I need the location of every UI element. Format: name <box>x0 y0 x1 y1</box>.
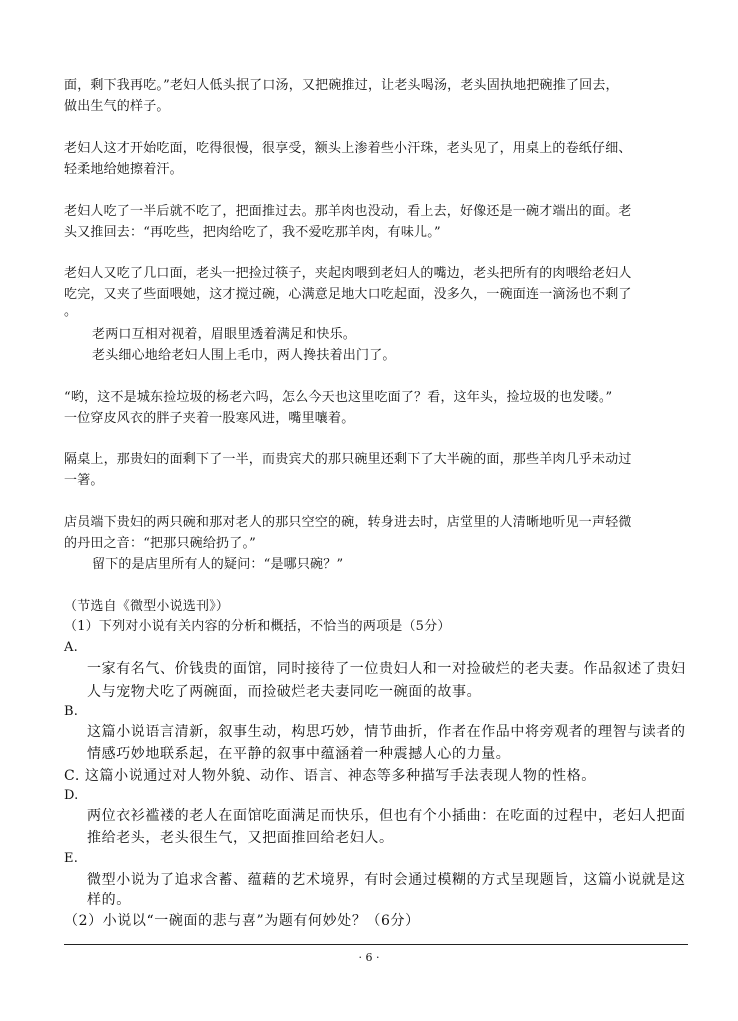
story-line: 轻柔地给她擦着汗。 <box>64 162 183 177</box>
page-number: · 6 · <box>358 951 380 964</box>
option-b-text: 这篇小说语言清新，叙事生动，构思巧妙，情节曲折，作者在作品中将旁观者的理智与读者的 <box>87 724 686 740</box>
option-b-label: B. <box>64 704 79 719</box>
option-e-label: E. <box>64 851 79 866</box>
story-line: 吃完，又夹了些面喂她，这才搅过碗，心满意足地大口吃起面，没多久，一碗面连一滴汤也不剩了 <box>64 287 632 302</box>
footer-divider <box>64 944 688 945</box>
story-line: 老妇人这才开始吃面，吃得很慢，很享受，额头上渗着些小汗珠，老头见了，用桌上的卷纸仔细、 <box>64 141 632 156</box>
story-line: 的丹田之音：“把那只碗给扔了。” <box>64 536 256 551</box>
story-line: 隔桌上，那贵妇的面剩下了一半，而贵宾犬的那只碗里还剩下了大半碗的面，那些羊肉几乎未动过 <box>64 452 632 467</box>
story-line: 做出生气的样子。 <box>64 99 170 114</box>
option-d-label: D. <box>64 788 79 803</box>
option-a-label: A. <box>64 640 78 655</box>
story-line: 老两口互相对视着，眉眼里透着满足和快乐。 <box>92 327 357 342</box>
story-line: 老妇人又吃了几口面，老头一把捡过筷子，夹起肉喂到老妇人的嘴边，老头把所有的肉喂给老妇人 <box>64 266 632 281</box>
source-note: （节选自《微型小说选刊》） <box>64 599 230 614</box>
story-line: 。 <box>64 304 78 319</box>
story-line: “哟，这不是城东捡垃圾的杨老六吗，怎么今天也这里吃面了？看，这年头，捡垃圾的也发喽。” <box>64 390 613 405</box>
story-line: 一位穿皮风衣的胖子夹着一股寒风进，嘴里嚷着。 <box>64 411 355 426</box>
story-line: 一箸。 <box>64 473 104 488</box>
option-e-text: 微型小说为了追求含蓄、蕴藉的艺术境界，有时会通过模糊的方式呈现题旨，这篇小说就是这 <box>87 872 686 888</box>
question-1: （1）下列对小说有关内容的分析和概括，不恰当的两项是（5分） <box>64 619 451 634</box>
story-line: 老妇人吃了一半后就不吃了，把面推过去。那羊肉也没动，看上去，好像还是一碗才端出的面。老 <box>64 204 632 219</box>
question-2: （2）小说以“一碗面的悲与喜”为题有何妙处？（6分） <box>64 913 420 929</box>
story-line: 老头细心地给老妇人围上毛巾，两人搀扶着出门了。 <box>92 348 396 363</box>
option-d-text: 推给老头，老头很生气，又把面推回给老妇人。 <box>87 830 394 846</box>
option-a-text: 人与宠物犬吃了两碗面，而捡破烂老夫妻同吃一碗面的故事。 <box>87 684 482 700</box>
option-c: C. 这篇小说通过对人物外貌、动作、语言、神态等多种描写手法表现人物的性格。 <box>64 768 596 784</box>
story-line: 留下的是店里所有人的疑问：“是哪只碗？” <box>92 557 344 572</box>
story-line: 店员端下贵妇的两只碗和那对老人的那只空空的碗，转身进去时，店堂里的人清晰地听见一声轻微 <box>64 515 632 530</box>
option-a-text: 一家有名气、价钱贵的面馆，同时接待了一位贵妇人和一对捡破烂的老夫妻。作品叙述了贵妇 <box>87 661 686 677</box>
story-line: 面，剩下我再吃。”老妇人低头抿了口汤，又把碗推过，让老头喝汤，老头固执地把碗推了回去， <box>64 78 619 93</box>
option-d-text: 两位衣衫褴褛的老人在面馆吃面满足而快乐，但也有个小插曲：在吃面的过程中，老妇人把面 <box>87 808 686 824</box>
story-line: 头又推回去：“再吃些，把肉给吃了，我不爱吃那羊肉，有味儿。” <box>64 225 441 240</box>
option-e-text: 样的。 <box>87 892 131 908</box>
option-b-text: 情感巧妙地联系起，在平静的叙事中蕴涵着一种震撼人心的力量。 <box>87 746 511 762</box>
